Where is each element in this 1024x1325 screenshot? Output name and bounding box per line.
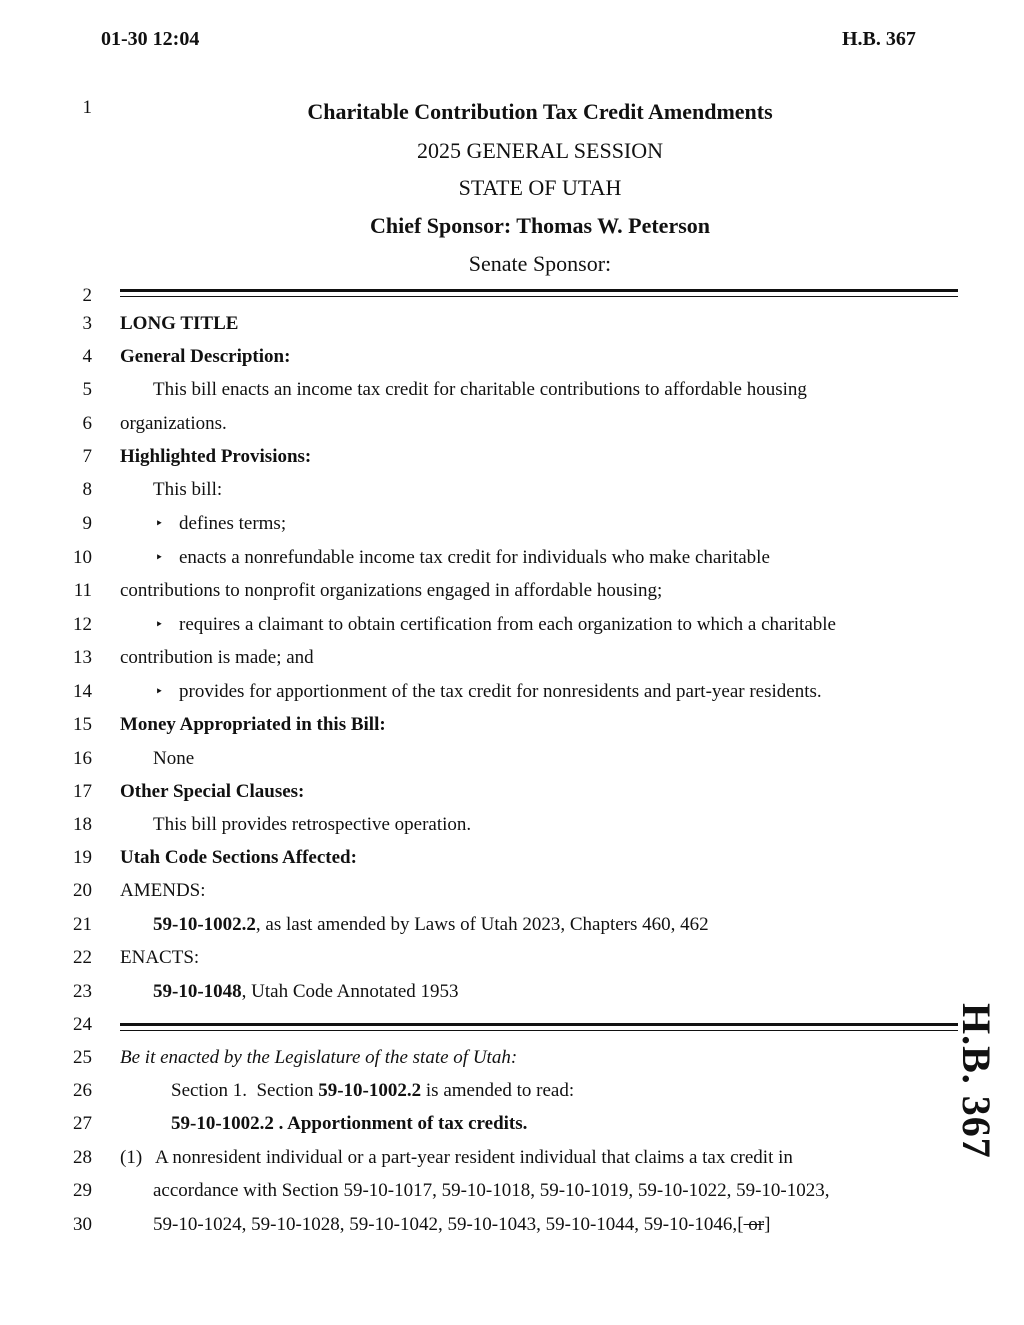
line-number: 10 <box>73 547 92 568</box>
line-number: 29 <box>73 1180 92 1201</box>
line-number: 25 <box>73 1047 92 1068</box>
line-number: 6 <box>82 413 92 434</box>
line-number: 22 <box>73 947 92 968</box>
long-title-heading: LONG TITLE <box>120 313 239 334</box>
section-heading: 59-10-1002.2 . Apportionment of tax credits. <box>171 1113 528 1134</box>
line-number: 5 <box>82 379 92 400</box>
chief-sponsor: Chief Sponsor: Thomas W. Peterson <box>369 213 711 238</box>
special-clauses-value: This bill provides retrospective operation. <box>153 814 472 835</box>
line-number: 7 <box>82 446 92 467</box>
line-number: 28 <box>73 1147 92 1168</box>
bullet-icon: ‣ <box>155 618 164 633</box>
bullet-icon: ‣ <box>155 517 164 532</box>
line-number: 27 <box>73 1113 92 1134</box>
line-number: 13 <box>73 647 92 668</box>
paragraph-text-with-strike <box>153 1214 770 1236</box>
section-suffix: is amended to read: <box>421 1080 575 1101</box>
paragraph-text: accordance with Section 59-10-1017, 59-10-1018, 59-10-1019, 59-10-1022, 59-10-1023, <box>153 1180 830 1201</box>
enacts-entry <box>153 981 459 1003</box>
header-bill-number: H.B. 367 <box>842 28 916 50</box>
line-number: 3 <box>82 313 92 334</box>
enacts-section-number: 59-10-1048 <box>153 981 242 1002</box>
line-number: 2 <box>82 285 92 306</box>
senate-sponsor: Senate Sponsor: <box>468 251 612 276</box>
special-clauses-heading: Other Special Clauses: <box>120 781 305 802</box>
bracket-close: ] <box>764 1214 771 1235</box>
line-number: 4 <box>82 346 92 367</box>
this-bill-intro: This bill: <box>153 479 223 500</box>
enacts-label: ENACTS: <box>120 947 200 968</box>
top-double-rule <box>120 289 958 297</box>
line-number: 9 <box>82 513 92 534</box>
line-number: 14 <box>73 681 92 702</box>
provision-item: enacts a nonrefundable income tax credit for individuals who make charitable <box>179 547 770 568</box>
money-appropriated-heading: Money Appropriated in this Bill: <box>120 714 386 735</box>
section-number: 59-10-1002.2 <box>318 1080 422 1101</box>
amends-section-number: 59-10-1002.2 <box>153 914 256 935</box>
line-number: 18 <box>73 814 92 835</box>
enacting-clause: Be it enacted by the Legislature of the state of Utah: <box>120 1047 518 1068</box>
bracket-open: [ <box>737 1214 744 1235</box>
line-number: 23 <box>73 981 92 1002</box>
general-description-text: organizations. <box>120 413 227 434</box>
provision-item: defines terms; <box>179 513 287 534</box>
header-timestamp: 01-30 12:04 <box>101 28 200 50</box>
provision-item-continued: contributions to nonprofit organizations engaged in affordable housing; <box>120 580 663 601</box>
line-number: 21 <box>73 914 92 935</box>
provision-item-continued: contribution is made; and <box>120 647 314 668</box>
amends-label: AMENDS: <box>120 880 206 901</box>
section-amend-statement <box>171 1080 574 1102</box>
paragraph-text: 59-10-1024, 59-10-1028, 59-10-1042, 59-10-1043, 59-10-1044, 59-10-1046, <box>153 1214 738 1235</box>
line-number: 26 <box>73 1080 92 1101</box>
provision-item: provides for apportionment of the tax credit for nonresidents and part-year residents. <box>179 681 822 702</box>
line-number: 11 <box>73 580 92 601</box>
bullet-icon: ‣ <box>155 551 164 566</box>
state-label: STATE OF UTAH <box>458 175 622 200</box>
side-bill-label: H.B. 367 <box>954 1003 999 1159</box>
bill-title: Charitable Contribution Tax Credit Amendments <box>307 99 773 124</box>
section-prefix: Section 1. Section <box>171 1080 319 1101</box>
sections-affected-heading: Utah Code Sections Affected: <box>120 847 357 868</box>
line-number: 1 <box>82 97 92 118</box>
provision-item: requires a claimant to obtain certification from each organization to which a charitable <box>179 614 836 635</box>
line-number: 12 <box>73 614 92 635</box>
line-number: 8 <box>82 479 92 500</box>
paragraph-number: (1) <box>120 1147 143 1168</box>
line-number: 15 <box>73 714 92 735</box>
money-appropriated-value: None <box>153 748 195 769</box>
enacts-section-detail: , Utah Code Annotated 1953 <box>241 981 459 1002</box>
bottom-double-rule <box>120 1023 958 1031</box>
paragraph-text: A nonresident individual or a part-year resident individual that claims a tax credit in <box>155 1147 793 1168</box>
line-number: 20 <box>73 880 92 901</box>
highlighted-provisions-heading: Highlighted Provisions: <box>120 446 312 467</box>
session-label: 2025 GENERAL SESSION <box>416 138 664 163</box>
general-description-heading: General Description: <box>120 346 291 367</box>
bullet-icon: ‣ <box>155 685 164 700</box>
amends-section-detail: , as last amended by Laws of Utah 2023, Chapters 460, 462 <box>255 914 709 935</box>
line-number: 17 <box>73 781 92 802</box>
struck-text: or <box>743 1214 765 1235</box>
general-description-text: This bill enacts an income tax credit for charitable contributions to affordable housing <box>153 379 807 400</box>
line-number: 19 <box>73 847 92 868</box>
line-number: 16 <box>73 748 92 769</box>
line-number: 24 <box>73 1014 92 1035</box>
amends-entry <box>153 914 709 936</box>
line-number: 30 <box>73 1214 92 1235</box>
